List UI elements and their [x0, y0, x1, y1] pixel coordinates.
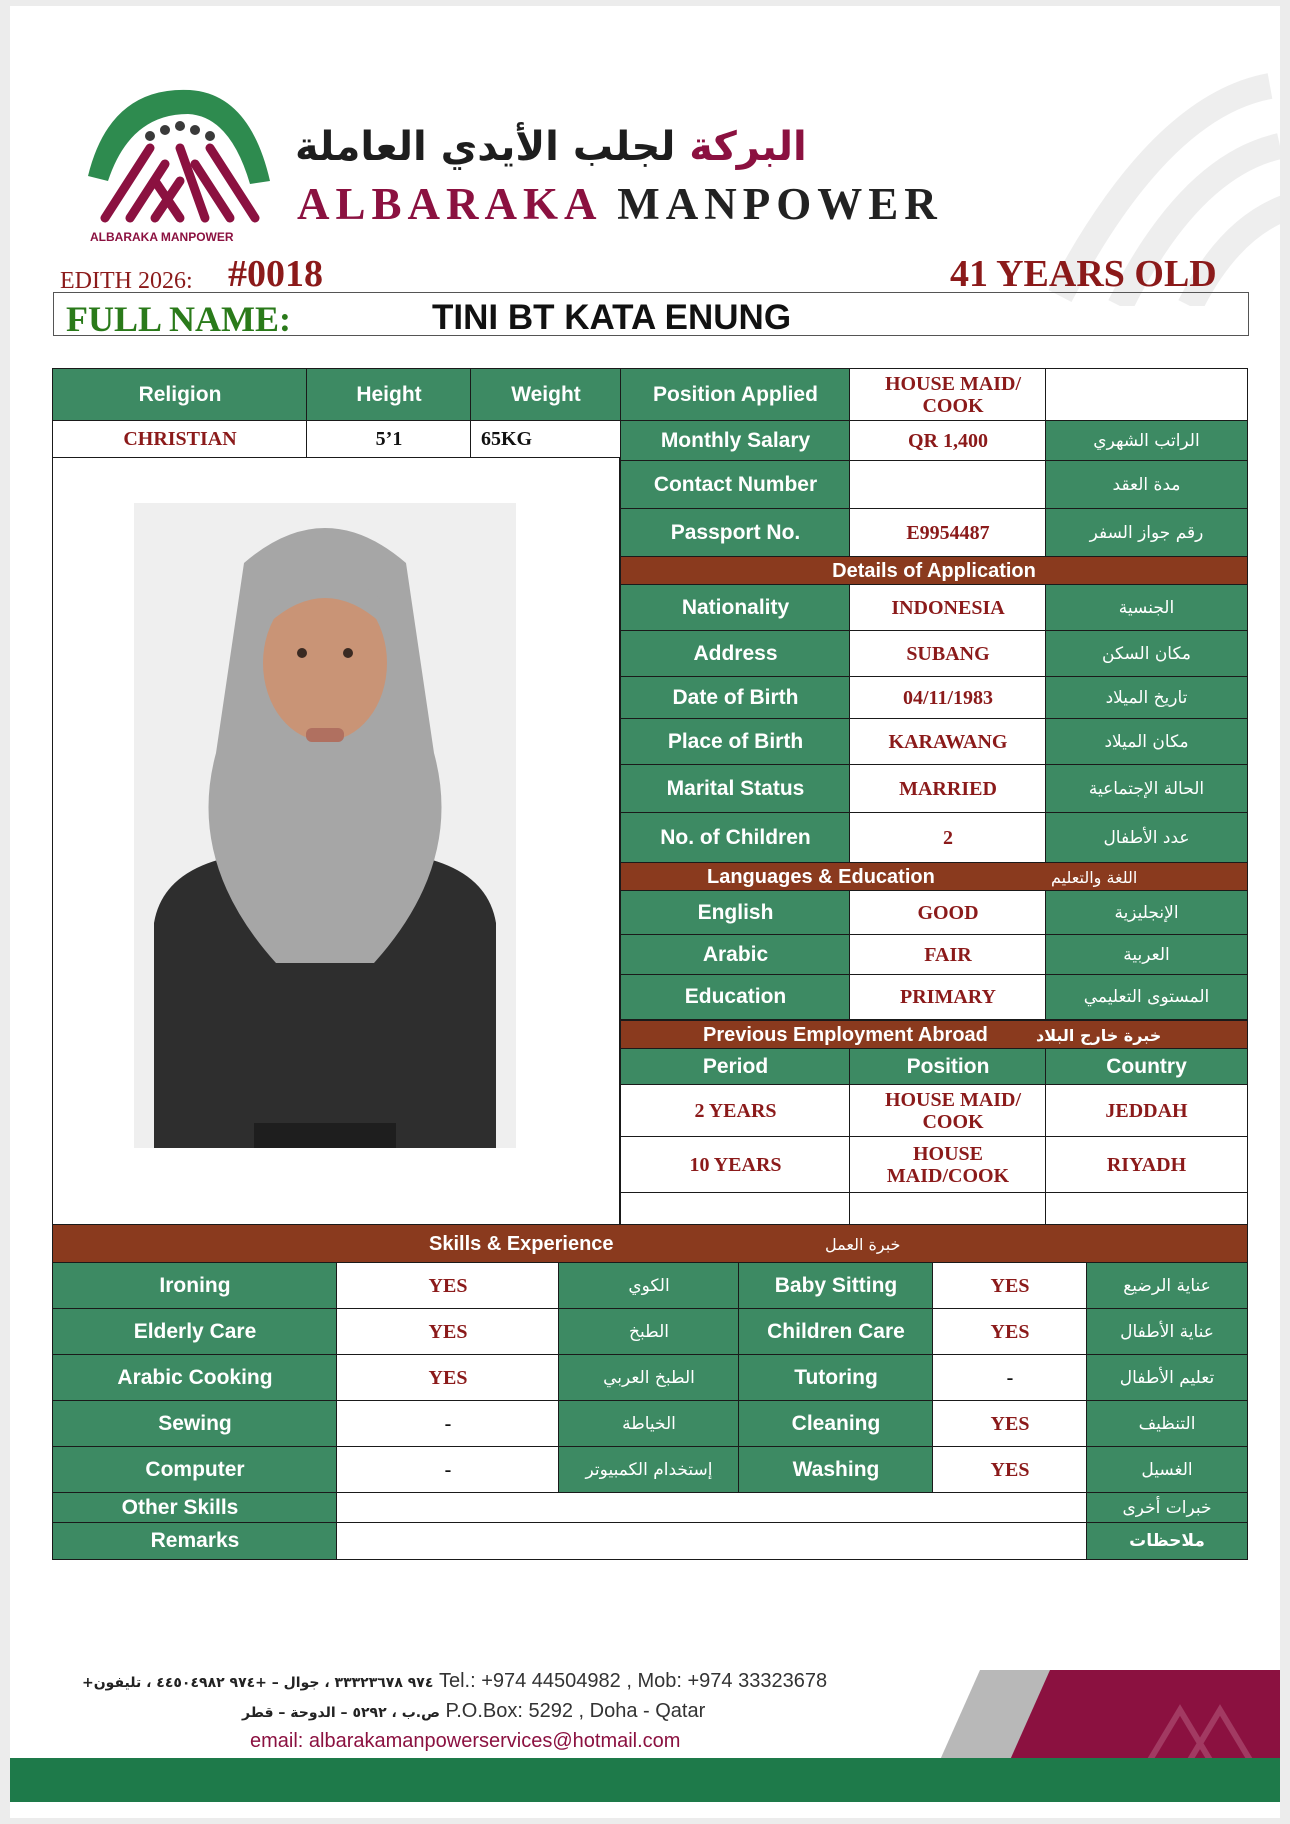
info-ar-3: رقم جواز السفر — [1045, 508, 1248, 558]
skill-ar-right-4: الغسيل — [1086, 1446, 1248, 1494]
applicant-photo — [134, 503, 516, 1148]
weight-label: Weight — [470, 368, 622, 422]
skill-value-left-3: - — [336, 1400, 560, 1448]
skill-label-right-1: Children Care — [738, 1308, 934, 1356]
details-ar-3: مكان الميلاد — [1045, 718, 1248, 766]
skill-ar-left-3: الخياطة — [558, 1400, 740, 1448]
skill-value-left-0: YES — [336, 1262, 560, 1310]
skill-value-right-2: - — [932, 1354, 1088, 1402]
languages-label-2: Education — [620, 974, 851, 1020]
height-value: 5’1 — [306, 420, 472, 458]
employment-position-0: HOUSE MAID/ COOK — [849, 1084, 1047, 1138]
footer-address-en: P.O.Box: 5292 , Doha - Qatar — [445, 1700, 706, 1722]
skills-header-ar: خبرة العمل — [825, 1234, 901, 1254]
languages-label-1: Arabic — [620, 934, 851, 976]
info-value-3: E9954487 — [849, 508, 1047, 558]
languages-ar-0: الإنجليزية — [1045, 890, 1248, 936]
other-skills-ar: خبرات أخرى — [1086, 1492, 1248, 1524]
languages-header-en: Languages & Education — [707, 865, 935, 888]
skill-value-left-1: YES — [336, 1308, 560, 1356]
applicant-photo-illustration — [134, 503, 516, 1148]
employment-period-1: 10 YEARS — [620, 1136, 851, 1194]
employment-empty-period — [620, 1192, 851, 1226]
logo-caption: ALBARAKA MANPOWER — [90, 230, 234, 244]
skills-header — [52, 1224, 1248, 1264]
languages-header — [620, 862, 1248, 892]
edition-label: EDITH 2026: — [60, 268, 193, 294]
albaraka-logo-icon — [80, 86, 280, 236]
skill-label-right-0: Baby Sitting — [738, 1262, 934, 1310]
details-label-0: Nationality — [620, 584, 851, 632]
languages-value-1: FAIR — [849, 934, 1047, 976]
employment-col-country: Country — [1045, 1048, 1248, 1086]
employment-empty-country — [1045, 1192, 1248, 1226]
application-code: #0018 — [228, 253, 323, 295]
details-value-4: MARRIED — [849, 764, 1047, 814]
info-value-1: QR 1,400 — [849, 420, 1047, 462]
skill-ar-left-1: الطبخ — [558, 1308, 740, 1356]
brand-arabic-rest: لجلب الأيدي العاملة — [295, 124, 676, 170]
details-label-1: Address — [620, 630, 851, 678]
brand-english-rest: MANPOWER — [617, 179, 943, 229]
remarks-value — [336, 1522, 1088, 1560]
details-label-3: Place of Birth — [620, 718, 851, 766]
employment-empty-position — [849, 1192, 1047, 1226]
info-ar-1: الراتب الشهري — [1045, 420, 1248, 462]
skill-label-right-4: Washing — [738, 1446, 934, 1494]
skill-ar-left-2: الطبخ العربي — [558, 1354, 740, 1402]
religion-value: CHRISTIAN — [52, 420, 308, 458]
details-ar-1: مكان السكن — [1045, 630, 1248, 678]
skills-header-en: Skills & Experience — [429, 1232, 614, 1255]
details-value-3: KARAWANG — [849, 718, 1047, 766]
skill-value-right-1: YES — [932, 1308, 1088, 1356]
languages-value-2: PRIMARY — [849, 974, 1047, 1020]
skill-label-left-0: Ironing — [52, 1262, 338, 1310]
age-text: 41 YEARS OLD — [950, 253, 1217, 295]
skill-ar-right-0: عناية الرضيع — [1086, 1262, 1248, 1310]
languages-ar-2: المستوى التعليمي — [1045, 974, 1248, 1020]
footer-address — [242, 1700, 705, 1723]
other-skills-label: Other Skills — [52, 1492, 338, 1524]
skill-label-left-3: Sewing — [52, 1400, 338, 1448]
info-label-2: Contact Number — [620, 460, 851, 510]
skill-value-right-3: YES — [932, 1400, 1088, 1448]
languages-ar-1: العربية — [1045, 934, 1248, 976]
weight-value: 65KG — [470, 420, 622, 458]
info-value-0: HOUSE MAID/ COOK — [849, 368, 1047, 422]
employment-header — [620, 1020, 1248, 1050]
details-value-5: 2 — [849, 812, 1047, 864]
employment-position-1: HOUSE MAID/COOK — [849, 1136, 1047, 1194]
footer-phone — [82, 1670, 827, 1693]
footer-band — [10, 1758, 1280, 1802]
full-name-label: FULL NAME: — [66, 299, 291, 339]
details-ar-2: تاريخ الميلاد — [1045, 676, 1248, 720]
languages-label-0: English — [620, 890, 851, 936]
info-ar-0 — [1045, 368, 1248, 422]
details-value-0: INDONESIA — [849, 584, 1047, 632]
info-value-2 — [849, 460, 1047, 510]
info-label-1: Monthly Salary — [620, 420, 851, 462]
employment-col-period: Period — [620, 1048, 851, 1086]
skill-label-left-1: Elderly Care — [52, 1308, 338, 1356]
languages-value-0: GOOD — [849, 890, 1047, 936]
brand-arabic-accent: البركة — [689, 124, 807, 170]
details-label-2: Date of Birth — [620, 676, 851, 720]
footer-address-ar: ص.ب ، ٥٢٩٢ – الدوحة – قطر — [242, 1705, 440, 1721]
brand-english — [297, 178, 943, 230]
height-label: Height — [306, 368, 472, 422]
skill-ar-right-1: عناية الأطفال — [1086, 1308, 1248, 1356]
skill-label-right-2: Tutoring — [738, 1354, 934, 1402]
details-label-5: No. of Children — [620, 812, 851, 864]
skill-label-right-3: Cleaning — [738, 1400, 934, 1448]
religion-label: Religion — [52, 368, 308, 422]
details-ar-5: عدد الأطفال — [1045, 812, 1248, 864]
employment-country-1: RIYADH — [1045, 1136, 1248, 1194]
skill-value-left-2: YES — [336, 1354, 560, 1402]
skill-ar-right-3: التنظيف — [1086, 1400, 1248, 1448]
skill-value-right-0: YES — [932, 1262, 1088, 1310]
footer-email[interactable]: email: albarakamanpowerservices@hotmail.com — [250, 1730, 681, 1752]
skill-value-left-4: - — [336, 1446, 560, 1494]
details-ar-4: الحالة الإجتماعية — [1045, 764, 1248, 814]
employment-col-position: Position — [849, 1048, 1047, 1086]
brand-english-accent: ALBARAKA — [297, 179, 601, 229]
other-skills-value — [336, 1492, 1088, 1524]
application-sheet — [10, 6, 1280, 1818]
footer-phone-ar: +٩٧٤ ٣٣٣٢٣٦٧٨ ، جوال – +٩٧٤ ٤٤٥٠٤٩٨٢ ، تليفون — [82, 1675, 434, 1691]
skill-value-right-4: YES — [932, 1446, 1088, 1494]
footer-decoration-icon — [940, 1670, 1280, 1760]
info-label-0: Position Applied — [620, 368, 851, 422]
employment-country-0: JEDDAH — [1045, 1084, 1248, 1138]
remarks-ar: ملاحظات — [1086, 1522, 1248, 1560]
full-name-value: TINI BT KATA ENUNG — [432, 298, 792, 337]
footer-phone-en: Tel.: +974 44504982 , Mob: +974 33323678 — [438, 1670, 828, 1692]
details-value-1: SUBANG — [849, 630, 1047, 678]
employment-header-ar: خبرة خارج البلاد — [1036, 1025, 1162, 1045]
info-label-3: Passport No. — [620, 508, 851, 558]
details-value-2: 04/11/1983 — [849, 676, 1047, 720]
remarks-label: Remarks — [52, 1522, 338, 1560]
details-header: Details of Application — [620, 556, 1248, 586]
skill-ar-left-0: الكوي — [558, 1262, 740, 1310]
skill-ar-left-4: إستخدام الكمبيوتر — [558, 1446, 740, 1494]
brand-arabic — [295, 124, 807, 170]
employment-period-0: 2 YEARS — [620, 1084, 851, 1138]
employment-header-en: Previous Employment Abroad — [703, 1023, 988, 1046]
skill-label-left-2: Arabic Cooking — [52, 1354, 338, 1402]
details-ar-0: الجنسية — [1045, 584, 1248, 632]
details-label-4: Marital Status — [620, 764, 851, 814]
languages-header-ar: اللغة والتعليم — [1051, 867, 1138, 887]
info-ar-2: مدة العقد — [1045, 460, 1248, 510]
skill-label-left-4: Computer — [52, 1446, 338, 1494]
skill-ar-right-2: تعليم الأطفال — [1086, 1354, 1248, 1402]
